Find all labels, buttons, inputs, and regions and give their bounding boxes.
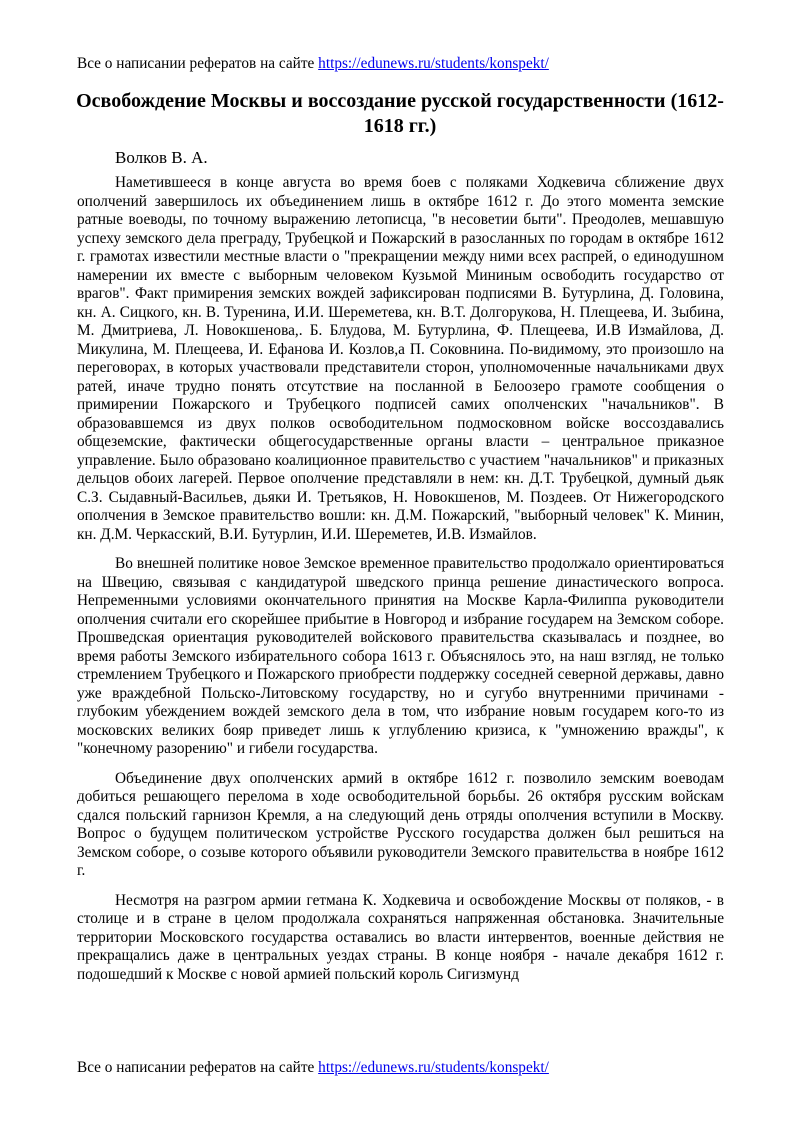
header-link[interactable]: https://edunews.ru/students/konspekt/ (318, 55, 549, 72)
footer-text: Все о написании рефератов на сайте (77, 1059, 319, 1076)
document-author: Волков В. А. (115, 148, 208, 167)
page-footer (77, 1059, 727, 1077)
document-title: Освобождение Москвы и воссоздание русской государственности (1612-1618 гг.) (76, 90, 724, 137)
header-text: Все о написании рефератов на сайте (77, 55, 319, 72)
body-paragraph: Несмотря на разгром армии гетмана К. Ходкевича и освобождение Москвы от поляков, - в столице и в стране в целом продолжала сохраняться напряженная обстановка. Значительные территории Московского государства оставались во власти интервентов, военные действия не прекращались даже в центральных уездах страны. В конце ноября - начале декабря 1612 г. подошедший к Москве с новой армией польский король Сигизмунд (77, 891, 724, 983)
body-paragraph: Наметившееся в конце августа во время боев с поляками Ходкевича сближение двух ополчений завершилось их объединением лишь в октябре 1612 г. До этого момента земские ратные воеводы, по точному выражению летописца, "в несоветии быти". Преодолев, мешавшую успеху земского дела преграду, Трубецкой и Пожарский в разосланных по городам в октябре 1612 г. грамотах известили местные власти о "прекращении между ними всех распрей, о единодушном намерении их вместе с выборным человеком Кузьмой Мининым освободить государство от врагов". Факт примирения земских вождей зафиксирован подписями В. Бутурлина, Д. Головина, кн. А. Сицкого, кн. В. Туренина, И.И. Шереметева, кн. В.Т. Долгорукова, Н. Плещеева, И. Зыбина, М. Дмитриева, Л. Новокшенова,. Б. Блудова, М. Бутурлина, Ф. Плещеева, И.В Измайлова, Д. Микулина, М. Плещеева, И. Ефанова И. Козлов,а П. Соковнина. По-видимому, это произошло на переговорах, в которых участвовали представители сторон, уполномоченные начальниками двух ратей, иначе трудно понять отсутствие на посланной в Белоозеро грамоте сообщения о примирении Пожарского и Трубецкого подписей самих ополченских "начальников". В образовавшемся из двух полков освободительном подмосковном войске воссоздавались общеземские, фактически общегосударственные органы власти – центральное приказное управление. Было образовано коалиционное правительство с участием "начальников" и приказных дельцов обоих лагерей. Первое ополчение представляли в нем: кн. Д.Т. Трубецкой, думный дьяк С.З. Сыдавный-Васильев, дьяки И. Третьяков, Н. Новокшенов, М. Поздеев. От Нижегородского ополчения в Земское правительство вошли: кн. Д.М. Пожарский, "выборный человек" К. Минин, кн. Д.М. Черкасский, В.И. Бутурлин, И.И. Шереметев, И.В. Измайлов. (77, 174, 724, 543)
page-header (77, 55, 727, 73)
footer-link[interactable]: https://edunews.ru/students/konspekt/ (318, 1059, 549, 1076)
body-paragraph: Объединение двух ополченских армий в октябре 1612 г. позволило земским воеводам добиться решающего перелома в ходе освободительной борьбы. 26 октября русским войскам сдался польский гарнизон Кремля, а на следующий день отряды ополчения вступили в Москву. Вопрос о будущем политическом устройстве Русского государства должен был решиться на Земском соборе, о созыве которого объявили руководители Земского правительства в ноябре 1612 г. (77, 769, 724, 879)
document-body (77, 174, 724, 995)
body-paragraph: Во внешней политике новое Земское временное правительство продолжало ориентироваться на Швецию, связывая с кандидатурой шведского принца решение династического вопроса. Непременными условиями окончательного принятия на Москве Карла-Филиппа руководители ополчения считали его скорейшее прибытие в Новгород и избрание государем на Земском соборе. Прошведская ориентация руководителей войскового правительства сказывалась и позднее, во время работы Земского избирательного собора 1613 г. Объяснялось это, на наш взгляд, не только стремлением Трубецкого и Пожарского приобрести поддержку соседней северной державы, давно уже враждебной Польско-Литовскому государству, но и сугубо внутренними причинами - глубоким убеждением вождей земского дела в том, что избрание новым государем кого-то из московских великих бояр приведет лишь к углублению кризиса, к "умножению вражды", к "конечному разорению" и гибели государства. (77, 555, 724, 757)
